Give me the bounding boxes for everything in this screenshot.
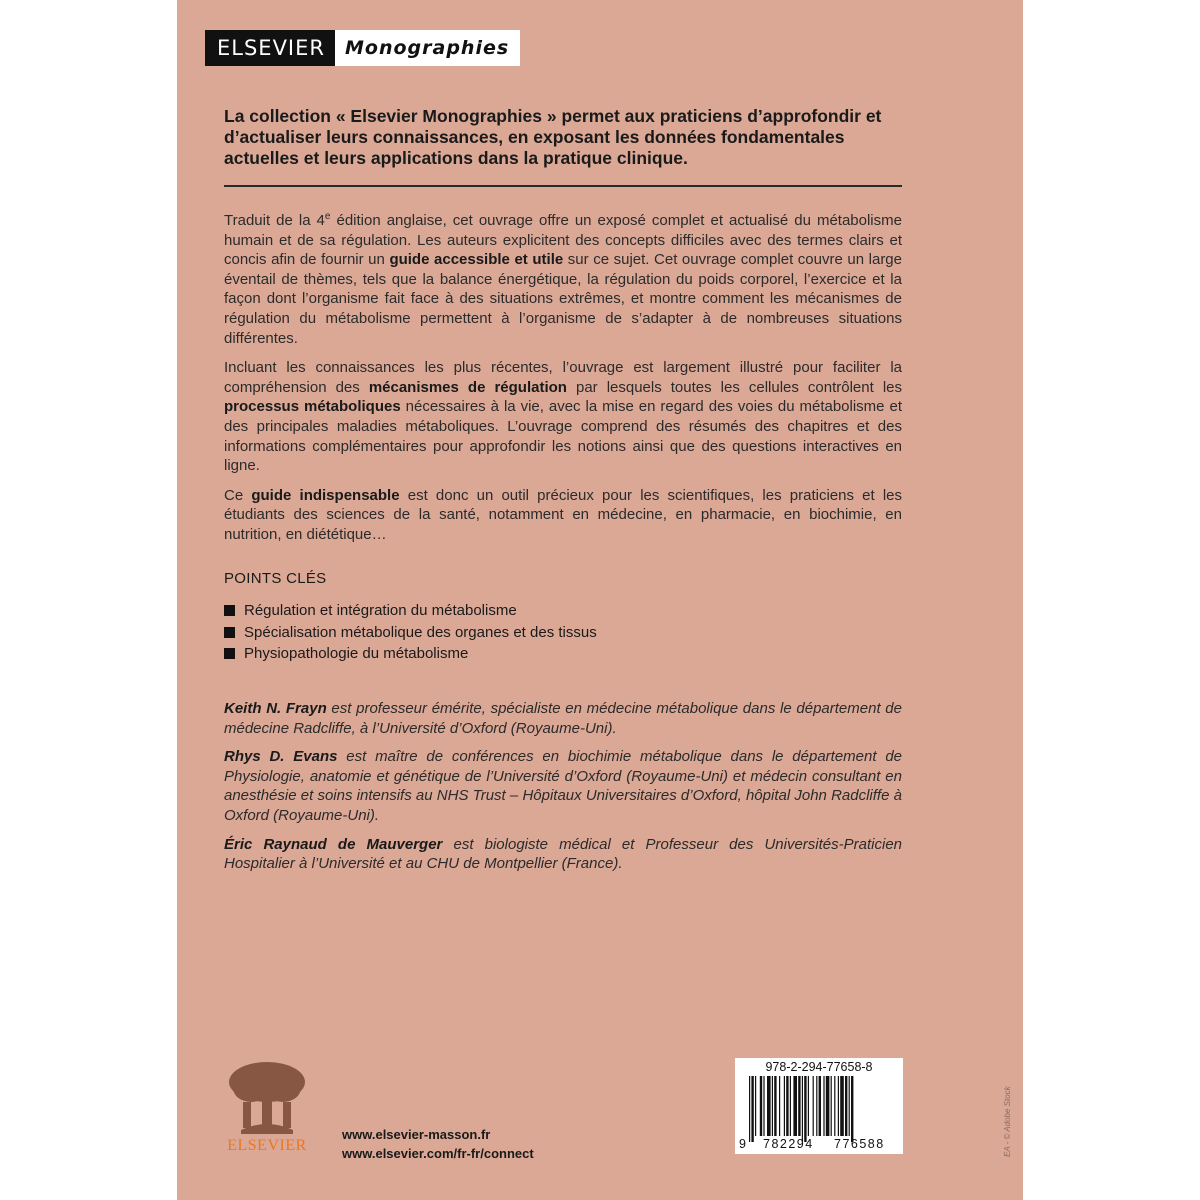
barcode-bar — [772, 1076, 773, 1136]
square-bullet-icon — [224, 648, 235, 659]
barcode-bar — [755, 1076, 756, 1136]
divider-rule — [224, 185, 902, 187]
square-bullet-icon — [224, 627, 235, 638]
description-paragraph-1: Traduit de la 4e édition anglaise, cet ouvrage offre un exposé complet et actualisé du métabolisme humain et de sa régulation. Les auteurs explicitent des concepts difficiles avec des termes clairs et concis afin de fournir un guide accessible et utile sur ce sujet. Cet ouvrage complet couvre un large éventail de thèmes, tels que la balance énergétique, la régulation du poids corporel, l’exercice et la façon dont l’organisme fait face à des situations extrêmes, et montre comment les mécanismes de régulation du métabolisme permettent à l’organisme de s’adapter à de nombreuses situations différentes. — [224, 211, 902, 347]
barcode-bar — [819, 1076, 821, 1136]
description-paragraph-2: Incluant les connaissances les plus récentes, l’ouvrage est largement illustré pour faciliter la compréhension des mécanismes de régulation par lesquels toutes les cellules contrôlent les processus métaboliques nécessaires à la vie, avec la mise en regard des voies du métabolisme et des principales maladies métaboliques. L’ouvrage comprend des résumés des chapitres et des informations complémentaires pour approfondir les notions ainsi que des questions interactives en ligne. — [224, 359, 902, 475]
barcode-bar — [802, 1076, 803, 1142]
barcode-bar — [751, 1076, 753, 1142]
barcode-bar — [838, 1076, 839, 1136]
photo-credit: EA - © Adobe Stock — [1003, 1086, 1012, 1157]
url-connect[interactable]: www.elsevier.com/fr-fr/connect — [342, 1146, 534, 1161]
isbn-barcode — [735, 1058, 903, 1154]
barcode-bar — [816, 1076, 817, 1136]
barcode-bar — [798, 1076, 800, 1136]
elsevier-wordmark: ELSEVIER — [227, 1137, 307, 1154]
back-cover — [177, 0, 1023, 1200]
description — [224, 207, 902, 555]
barcode-right-digits: 776588 — [834, 1137, 885, 1151]
key-point-item: Spécialisation métabolique des organes et des tissus — [224, 622, 597, 644]
author-bios — [224, 699, 902, 883]
website-links — [342, 1125, 534, 1163]
key-point-item: Régulation et intégration du métabolisme — [224, 600, 597, 622]
url-masson[interactable]: www.elsevier-masson.fr — [342, 1127, 491, 1142]
barcode-bar — [808, 1076, 809, 1136]
series-badge — [205, 30, 520, 66]
barcode-bar — [851, 1076, 853, 1142]
isbn-number: 978-2-294-77658-8 — [765, 1060, 873, 1074]
barcode-bar — [826, 1076, 830, 1136]
barcode-bar — [840, 1076, 844, 1136]
barcode-bar — [760, 1076, 762, 1136]
barcode-bar — [790, 1076, 791, 1136]
author-bio: Éric Raynaud de Mauverger est biologiste médical et Professeur des Universités-Praticien Hospitalier à l’Université et au CHU de Montpellier (France). — [224, 835, 903, 873]
key-point-item: Physiopathologie du métabolisme — [224, 643, 597, 665]
barcode-bar — [774, 1076, 776, 1136]
barcode-bar — [793, 1076, 797, 1136]
barcode-bar — [845, 1076, 847, 1136]
author-bio: Rhys D. Evans est maître de conférences en biochimie métabolique dans le département de Physiologie, anatomie et génétique de l’Université d’Oxford (Royaume-Uni) et médecin consultant en anesthésie et soins intensifs au NHS Trust – Hôpitaux Universitaires d’Oxford, hôpital John Radcliffe à Oxford (Royaume-Uni). — [224, 748, 902, 824]
barcode-bar — [779, 1076, 780, 1136]
collection-intro: La collection « Elsevier Monographies » permet aux praticiens d’approfondir et d’actualiser leurs connaissances, en exposant les données fondamentales actuelles et leurs applications dans la pratique clinique. — [224, 106, 882, 168]
author-bio: Keith N. Frayn est professeur émérite, spécialiste en médecine métabolique dans le département de médecine Radcliffe, à l’Université d’Oxford (Royaume-Uni). — [224, 700, 902, 737]
barcode-bar — [834, 1076, 835, 1136]
barcode-bar — [823, 1076, 824, 1136]
barcode-bar — [849, 1076, 850, 1136]
barcode-bar — [786, 1076, 788, 1136]
barcode-bar — [804, 1076, 806, 1142]
barcode-bar — [784, 1076, 785, 1136]
badge-series: Monographies — [335, 30, 520, 66]
barcode-bar — [749, 1076, 750, 1142]
barcode-bar — [831, 1076, 832, 1136]
barcode-lead-digit: 9 — [739, 1137, 746, 1151]
barcode-bar — [767, 1076, 771, 1136]
badge-publisher: ELSEVIER — [205, 30, 335, 66]
barcode-bar — [813, 1076, 814, 1136]
key-points-list — [224, 600, 597, 665]
square-bullet-icon — [224, 605, 235, 616]
key-points-title: POINTS CLÉS — [224, 570, 327, 587]
barcode-bar — [763, 1076, 764, 1136]
barcode-left-digits: 782294 — [763, 1137, 814, 1151]
description-paragraph-3: Ce guide indispensable est donc un outil précieux pour les scientifiques, les praticiens et les étudiants des sciences de la santé, notamment en médecine, en pharmacie, en biochimie, en nutrition, en diététique… — [224, 486, 902, 543]
